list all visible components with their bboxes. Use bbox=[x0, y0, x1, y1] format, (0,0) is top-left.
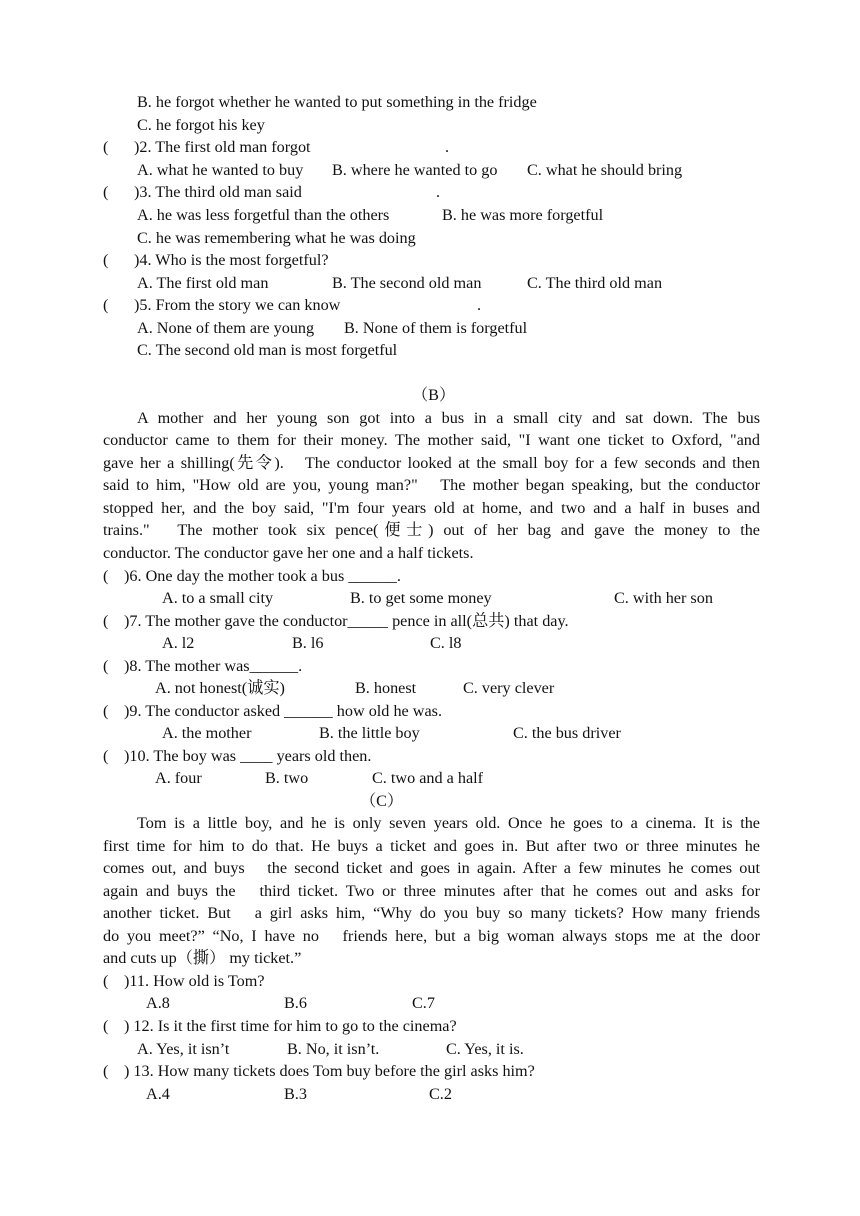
section-b-line: trains." The mother took six pence(便士) out of her bag and gave the money to the bbox=[103, 521, 760, 539]
q13-option-b: B.3 bbox=[284, 1085, 307, 1103]
q3-option-a: A. he was less forgetful than the others bbox=[137, 206, 390, 224]
section-c-line: Tom is a little boy, and he is only seven years old. Once he goes to a cinema. It is the bbox=[137, 814, 760, 832]
section-c-line: first time for him to do that. He buys a ticket and goes in. But after two or three minutes he bbox=[103, 837, 760, 855]
q11-option-a: A.8 bbox=[146, 994, 170, 1012]
q2-option-a: A. what he wanted to buy bbox=[137, 161, 304, 179]
q7-option-a: A. l2 bbox=[162, 634, 195, 652]
q4-option-b: B. The second old man bbox=[332, 274, 482, 292]
q13-option-c: C.2 bbox=[429, 1085, 452, 1103]
q8-paren: ( bbox=[103, 657, 109, 675]
q1-option-b: B. he forgot whether he wanted to put something in the fridge bbox=[137, 93, 537, 111]
q11-option-c: C.7 bbox=[412, 994, 435, 1012]
q2-stem: )2. The first old man forgot bbox=[134, 138, 311, 156]
q5-stem: )5. From the story we can know bbox=[134, 296, 341, 314]
q10-paren: ( bbox=[103, 747, 109, 765]
q6-option-c: C. with her son bbox=[614, 589, 713, 607]
q3-option-c: C. he was remembering what he was doing bbox=[137, 229, 416, 247]
q13-stem: ) 13. How many tickets does Tom buy before the girl asks him? bbox=[124, 1062, 535, 1080]
q4-option-c: C. The third old man bbox=[527, 274, 663, 292]
q9-stem: )9. The conductor asked ______ how old he was. bbox=[124, 702, 442, 720]
q6-paren: ( bbox=[103, 567, 109, 585]
q4-paren: ( bbox=[103, 251, 109, 269]
q3-dot: . bbox=[436, 183, 441, 201]
section-b-line: A mother and her young son got into a bus in a small city and sat down. The bus bbox=[137, 409, 760, 427]
q4-stem: )4. Who is the most forgetful? bbox=[134, 251, 329, 269]
q12-option-a: A. Yes, it isn’t bbox=[137, 1040, 230, 1058]
q7-stem: )7. The mother gave the conductor_____ pence in all(总共) that day. bbox=[124, 612, 569, 630]
q1-option-c: C. he forgot his key bbox=[137, 116, 265, 134]
q7-option-c: C. l8 bbox=[430, 634, 462, 652]
q3-option-b: B. he was more forgetful bbox=[442, 206, 604, 224]
section-c-line: do you meet?” “No, I have no friends here, but a big woman always stops me at the door bbox=[103, 927, 760, 945]
section-c-heading: （C） bbox=[360, 792, 404, 810]
q11-stem: )11. How old is Tom? bbox=[124, 972, 265, 990]
q6-stem: )6. One day the mother took a bus ______. bbox=[124, 567, 401, 585]
section-b-line: conductor came to them for their money. The mother said, "I want one ticket to Oxford, "and bbox=[103, 431, 760, 449]
q10-option-b: B. two bbox=[265, 769, 309, 787]
q11-paren: ( bbox=[103, 972, 109, 990]
q2-option-c: C. what he should bring bbox=[527, 161, 683, 179]
q5-option-a: A. None of them are young bbox=[137, 319, 315, 337]
q3-stem: )3. The third old man said bbox=[134, 183, 302, 201]
q8-option-c: C. very clever bbox=[463, 679, 555, 697]
q2-dot: . bbox=[445, 138, 450, 156]
section-c-line: another ticket. But a girl asks him, “Why do you buy so many tickets? How many friends bbox=[103, 904, 760, 922]
q5-dot: . bbox=[477, 296, 482, 314]
q8-option-b: B. honest bbox=[355, 679, 417, 697]
q12-paren: ( bbox=[103, 1017, 109, 1035]
section-b-heading: （B） bbox=[412, 386, 456, 404]
section-c-line: again and buys the third ticket. Two or three minutes after that he comes out and asks for bbox=[103, 882, 760, 900]
q8-stem: )8. The mother was______. bbox=[124, 657, 303, 675]
q7-paren: ( bbox=[103, 612, 109, 630]
q13-option-a: A.4 bbox=[146, 1085, 170, 1103]
q2-paren: ( bbox=[103, 138, 109, 156]
q9-paren: ( bbox=[103, 702, 109, 720]
q5-paren: ( bbox=[103, 296, 109, 314]
q12-option-c: C. Yes, it is. bbox=[446, 1040, 524, 1058]
section-b-line: stopped her, and the boy said, "I'm four years old at home, and two and a half in buses and bbox=[103, 499, 760, 517]
q10-stem: )10. The boy was ____ years old then. bbox=[124, 747, 372, 765]
q12-option-b: B. No, it isn’t. bbox=[287, 1040, 380, 1058]
q10-option-a: A. four bbox=[155, 769, 202, 787]
q3-paren: ( bbox=[103, 183, 109, 201]
section-c-line: comes out, and buys the second ticket and goes in again. After a few minutes he comes out bbox=[103, 859, 760, 877]
section-b-line: said to him, "How old are you, young man?" The mother began speaking, but the conductor bbox=[103, 476, 760, 494]
q5-option-b: B. None of them is forgetful bbox=[344, 319, 528, 337]
q9-option-b: B. the little boy bbox=[319, 724, 420, 742]
q8-option-a: A. not honest(诚实) bbox=[155, 679, 285, 697]
q6-option-a: A. to a small city bbox=[162, 589, 274, 607]
q10-option-c: C. two and a half bbox=[372, 769, 484, 787]
q4-option-a: A. The first old man bbox=[137, 274, 269, 292]
q9-option-a: A. the mother bbox=[162, 724, 252, 742]
q6-option-b: B. to get some money bbox=[350, 589, 492, 607]
q13-paren: ( bbox=[103, 1062, 109, 1080]
section-b-line: gave her a shilling(先令). The conductor looked at the small boy for a few seconds and then bbox=[103, 454, 760, 472]
q7-option-b: B. l6 bbox=[292, 634, 324, 652]
q11-option-b: B.6 bbox=[284, 994, 307, 1012]
q5-option-c: C. The second old man is most forgetful bbox=[137, 341, 398, 359]
q9-option-c: C. the bus driver bbox=[513, 724, 621, 742]
section-c-line: and cuts up（撕） my ticket.” bbox=[103, 949, 302, 967]
q12-stem: ) 12. Is it the first time for him to go to the cinema? bbox=[124, 1017, 457, 1035]
q2-option-b: B. where he wanted to go bbox=[332, 161, 498, 179]
section-b-line: conductor. The conductor gave her one and a half tickets. bbox=[103, 544, 474, 562]
